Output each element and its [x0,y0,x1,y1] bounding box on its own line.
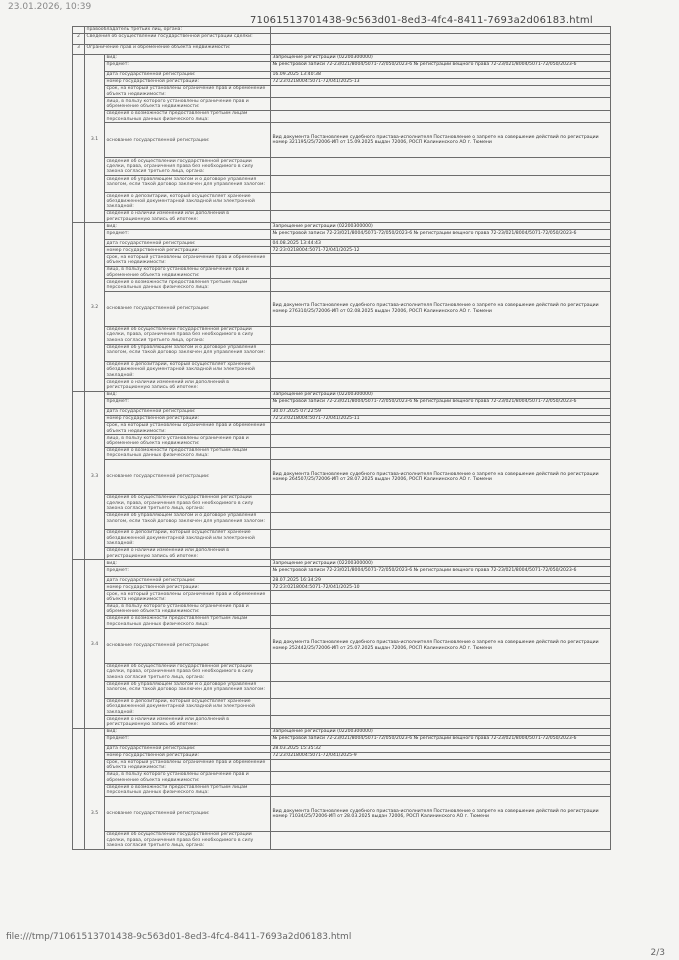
field-label: лицо, в пользу которого установлены ограничение прав и обременение объекта недвижимости: [105,772,271,784]
table-row [73,279,611,291]
field-value [271,158,611,176]
field-label: лицо, в пользу которого установлены ограничение прав и обременение объекта недвижимости: [105,98,271,110]
table-row [73,110,611,122]
field-label: срок, на который установлены ограничение прав и обременение объекта недвижимости: [105,254,271,266]
field-label: основание государственной регистрации: [105,123,271,158]
field-value [271,784,611,796]
row-label: правообладатель третьих лиц, органа: [85,27,271,34]
field-label: сведения о наличии изменений или дополнений в регистрационную запись об ипотеке: [105,211,271,223]
field-label: сведения об управляющем залогом и о договоре управления залогом, если такой договор заключен для управления залогом: [105,176,271,193]
table-row [73,422,611,434]
field-label: вид: [105,391,271,398]
table-row [73,266,611,278]
footer-url: file:///tmp/71061513701438-9c563d01-8ed3-4fc4-8411-7693a2d06183.html [6,932,352,942]
table-row [73,361,611,379]
field-label: основание государственной регистрации: [105,796,271,831]
field-label: сведения о возможности предоставления третьим лицам персональных данных физического лица: [105,110,271,122]
field-label: срок, на который установлены ограничение прав и обременение объекта недвижимости: [105,422,271,434]
field-label: сведения о возможности предоставления третьим лицам персональных данных физического лица: [105,616,271,628]
field-value: 04.08.2025 13:44:43 [271,240,611,247]
table-row [73,34,611,45]
table-row [73,27,611,34]
table-row [73,240,611,247]
field-label: сведения о наличии изменений или дополнений в регистрационную запись об ипотеке: [105,379,271,391]
field-value: № реестровой записи 72-23/021/8004/5071-72/050/2023-6 № регистрации вещного права 72-23/021/8004/5071-72/050/2023-6 [271,735,611,745]
table-row [73,291,611,326]
table-row [73,391,611,398]
table-row [73,326,611,344]
field-label: дата государственной регистрации: [105,240,271,247]
table-row [73,408,611,415]
field-value: 30.07.2025 07:22:59 [271,408,611,415]
field-value: Вид документа Постановление судебного пристава-исполнителя Постановление о запрете на совершение действий по регистрации номер 264507/25/72006-ИП от 28.07.2025 выдан 72006, РОСП Калининского АО г. Тюмени [271,460,611,495]
field-label: сведения об осуществлении государственной регистрации сделки, права, ограничения права без необходимого в силу закона согласия третьего лица, органа: [105,326,271,344]
field-label: сведения о депозитарии, который осуществляет хранение обездвиженной документарной закладной или электронной закладной: [105,530,271,548]
field-label: предмет: [105,567,271,577]
field-value: 28.03.2025 15:35:32 [271,745,611,752]
table-row [73,98,611,110]
table-row [73,831,611,849]
row-number: 2 [73,34,85,45]
table-row [73,254,611,266]
field-label: дата государственной регистрации: [105,408,271,415]
field-value [271,603,611,615]
table-row [73,344,611,361]
field-value: № реестровой записи 72-23/021/8004/5071-72/050/2023-6 № регистрации вещного права 72-23/021/8004/5071-72/050/2023-6 [271,567,611,577]
field-label: вид: [105,728,271,735]
table-row [73,460,611,495]
field-value [271,591,611,603]
field-label: номер государственной регистрации: [105,247,271,254]
entry-number: 3.4 [85,560,105,728]
indent-cell [73,223,85,391]
field-value: 72:23:0218004:5071-72/041/2025-13 [271,79,611,86]
field-value: Вид документа Постановление судебного пристава-исполнителя Постановление о запрете на совершение действий по регистрации номер 71034/25/72006-ИП от 28.03.2025 выдан 72006, РОСП Калининского АО г. Тюмени [271,796,611,831]
field-label: предмет: [105,230,271,240]
field-label: сведения об управляющем залогом и о договоре управления залогом, если такой договор заключен для управления залогом: [105,681,271,698]
table-row [73,55,611,62]
field-value [271,447,611,459]
field-value [271,279,611,291]
print-timestamp: 23.01.2026, 10:39 [8,2,92,12]
field-label: номер государственной регистрации: [105,79,271,86]
document-title: 71061513701438-9c563d01-8ed3-4fc4-8411-7693a2d06183.html [250,15,593,26]
field-label: основание государственной регистрации: [105,628,271,663]
table-row [73,796,611,831]
field-value [271,254,611,266]
field-value: Запрещение регистрации (02200300000) [271,55,611,62]
table-row [73,72,611,79]
field-label: дата государственной регистрации: [105,577,271,584]
field-label: предмет: [105,735,271,745]
table-row [73,79,611,86]
field-value [271,379,611,391]
field-value: Вид документа Постановление судебного пристава-исполнителя Постановление о запрете на совершение действий по регистрации номер 321195/25/72006-ИП от 15.09.2025 выдан 72006, РОСП Калининского АО г. Тюмени [271,123,611,158]
indent-cell [73,391,85,559]
row-number [73,27,85,34]
table-row [73,698,611,716]
field-value: Запрещение регистрации (02200300000) [271,391,611,398]
field-value [271,698,611,716]
table-row [73,530,611,548]
table-row [73,415,611,422]
field-label: сведения о депозитарии, который осуществляет хранение обездвиженной документарной закладной или электронной закладной: [105,361,271,379]
table-row [73,435,611,447]
table-row [73,728,611,735]
table-row [73,584,611,591]
field-value [271,495,611,513]
table-row [73,567,611,577]
field-value [271,513,611,530]
table-row [73,230,611,240]
table-row [73,616,611,628]
field-label: вид: [105,55,271,62]
table-row [73,86,611,98]
table-row [73,447,611,459]
field-value [271,530,611,548]
table-row [73,193,611,211]
field-value [271,547,611,559]
field-label: номер государственной регистрации: [105,584,271,591]
field-value: 72:23:0218004:5071-72/041/2025-9 [271,752,611,759]
field-value [271,422,611,434]
table-row [73,247,611,254]
field-label: сведения о депозитарии, который осуществляет хранение обездвиженной документарной закладной или электронной закладной: [105,698,271,716]
field-value: № реестровой записи 72-23/021/8004/5071-72/050/2023-6 № регистрации вещного права 72-23/021/8004/5071-72/050/2023-6 [271,398,611,408]
field-label: основание государственной регистрации: [105,460,271,495]
field-label: сведения о депозитарии, который осуществляет хранение обездвиженной документарной закладной или электронной закладной: [105,193,271,211]
table-row [73,379,611,391]
field-label: основание государственной регистрации: [105,291,271,326]
field-label: сведения об осуществлении государственной регистрации сделки, права, ограничения права без необходимого в силу закона согласия третьего лица, органа: [105,831,271,849]
field-value: 72:23:0218004:5071-72/041/2025-11 [271,415,611,422]
field-label: сведения об осуществлении государственной регистрации сделки, права, ограничения права без необходимого в силу закона согласия третьего лица, органа: [105,495,271,513]
field-label: предмет: [105,398,271,408]
table-row [73,123,611,158]
table-row [73,398,611,408]
table-row [73,603,611,615]
field-label: срок, на который установлены ограничение прав и обременение объекта недвижимости: [105,86,271,98]
field-label: сведения о возможности предоставления третьим лицам персональных данных физического лица: [105,784,271,796]
field-label: сведения об управляющем залогом и о договоре управления залогом, если такой договор заключен для управления залогом: [105,344,271,361]
field-value [271,266,611,278]
row-value [271,27,611,34]
field-value [271,759,611,771]
field-value: 72:23:0218004:5071-72/041/2025-10 [271,584,611,591]
field-label: лицо, в пользу которого установлены ограничение прав и обременение объекта недвижимости: [105,603,271,615]
entry-number: 3.1 [85,55,105,223]
table-row [73,752,611,759]
field-label: вид: [105,560,271,567]
entry-number: 3.3 [85,391,105,559]
field-label: дата государственной регистрации: [105,745,271,752]
table-row [73,577,611,584]
field-value [271,86,611,98]
field-value: 16.09.2025 13:40:38 [271,72,611,79]
entry-number: 3.2 [85,223,105,391]
field-value [271,716,611,728]
table-row [73,628,611,663]
field-value [271,361,611,379]
field-value [271,681,611,698]
table-row [73,547,611,559]
row-label: Сведения об осуществлении государственной регистрации сделки: [85,34,271,45]
field-value [271,176,611,193]
field-label: лицо, в пользу которого установлены ограничение прав и обременение объекта недвижимости: [105,435,271,447]
table-row [73,176,611,193]
field-label: сведения о наличии изменений или дополнений в регистрационную запись об ипотеке: [105,716,271,728]
field-value [271,193,611,211]
table-row [73,591,611,603]
field-label: сведения об осуществлении государственной регистрации сделки, права, ограничения права без необходимого в силу закона согласия третьего лица, органа: [105,158,271,176]
field-label: дата государственной регистрации: [105,72,271,79]
row-label: Ограничение прав и обременение объекта недвижимости: [85,45,271,55]
table-row [73,223,611,230]
field-label: вид: [105,223,271,230]
entry-number: 3.5 [85,728,105,849]
table-row [73,45,611,55]
field-value: Вид документа Постановление судебного пристава-исполнителя Постановление о запрете на совершение действий по регистрации номер 276310/25/72006-ИП от 02.08.2025 выдан 72006, РОСП Калининского АО г. Тюмени [271,291,611,326]
table-row [73,62,611,72]
table-row [73,716,611,728]
field-value: № реестровой записи 72-23/021/8004/5071-72/050/2023-6 № регистрации вещного права 72-23/021/8004/5071-72/050/2023-6 [271,62,611,72]
table-row [73,681,611,698]
field-value [271,326,611,344]
row-value [271,45,611,55]
field-label: предмет: [105,62,271,72]
field-value [271,211,611,223]
field-value [271,831,611,849]
field-value: Запрещение регистрации (02200300000) [271,560,611,567]
field-label: сведения о возможности предоставления третьим лицам персональных данных физического лица: [105,447,271,459]
field-value: 72:23:0218004:5071-72/041/2025-12 [271,247,611,254]
row-value [271,34,611,45]
indent-cell [73,560,85,728]
field-label: номер государственной регистрации: [105,752,271,759]
field-value [271,98,611,110]
field-value [271,435,611,447]
table-row [73,663,611,681]
table-row [73,495,611,513]
table-row [73,772,611,784]
field-label: лицо, в пользу которого установлены ограничение прав и обременение объекта недвижимости: [105,266,271,278]
field-value [271,663,611,681]
field-value: Запрещение регистрации (02200300000) [271,728,611,735]
field-value [271,772,611,784]
table-row [73,158,611,176]
field-value: Запрещение регистрации (02200300000) [271,223,611,230]
table-row [73,560,611,567]
page-number: 2/3 [650,948,665,958]
egrn-table [72,26,611,850]
field-label: срок, на который установлены ограничение прав и обременение объекта недвижимости: [105,591,271,603]
field-value [271,616,611,628]
table-row [73,735,611,745]
table-row [73,745,611,752]
table-row [73,759,611,771]
table-row [73,784,611,796]
table-body [73,27,611,850]
field-label: сведения об осуществлении государственной регистрации сделки, права, ограничения права без необходимого в силу закона согласия третьего лица, органа: [105,663,271,681]
field-value: Вид документа Постановление судебного пристава-исполнителя Постановление о запрете на совершение действий по регистрации номер 252442/25/72006-ИП от 25.07.2025 выдан 72006, РОСП Калининского АО г. Тюмени [271,628,611,663]
field-value: № реестровой записи 72-23/021/8004/5071-72/050/2023-6 № регистрации вещного права 72-23/021/8004/5071-72/050/2023-6 [271,230,611,240]
indent-cell [73,55,85,223]
field-label: сведения об управляющем залогом и о договоре управления залогом, если такой договор заключен для управления залогом: [105,513,271,530]
indent-cell [73,728,85,849]
field-label: сведения о наличии изменений или дополнений в регистрационную запись об ипотеке: [105,547,271,559]
row-number: 3 [73,45,85,55]
field-value [271,110,611,122]
table-row [73,211,611,223]
field-label: сведения о возможности предоставления третьим лицам персональных данных физического лица: [105,279,271,291]
field-label: срок, на который установлены ограничение прав и обременение объекта недвижимости: [105,759,271,771]
field-value: 28.07.2025 16:34:29 [271,577,611,584]
table-row [73,513,611,530]
field-label: номер государственной регистрации: [105,415,271,422]
field-value [271,344,611,361]
